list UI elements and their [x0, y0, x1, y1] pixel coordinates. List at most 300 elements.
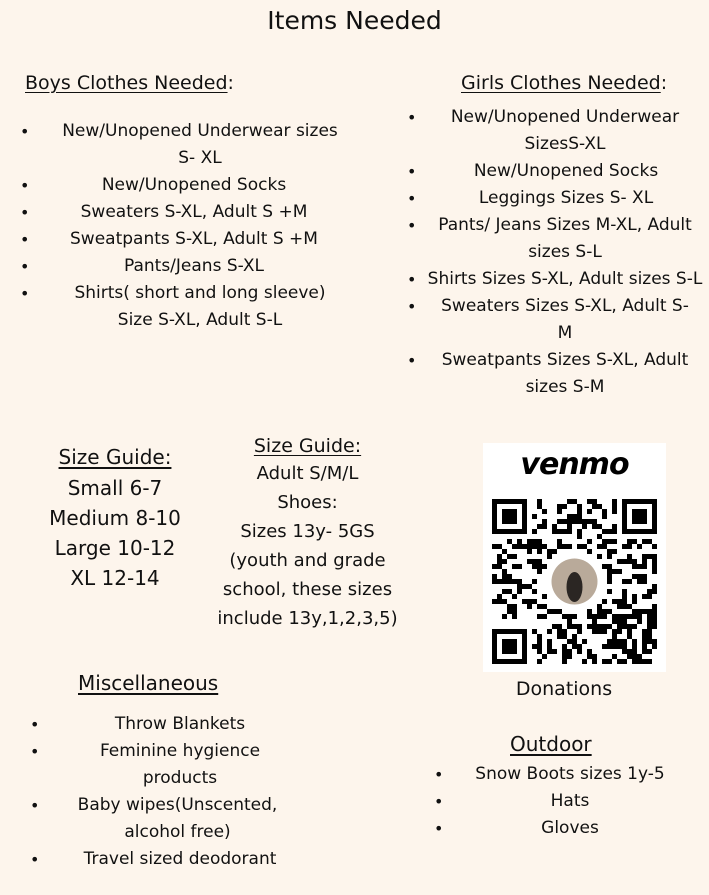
qr-module [502, 559, 507, 564]
qr-module [567, 624, 572, 629]
qr-module [502, 549, 507, 554]
qr-module [652, 624, 657, 629]
qr-code[interactable] [492, 499, 657, 664]
qr-module [572, 644, 577, 649]
qr-module [587, 519, 592, 524]
list-item: • Pants/Jeans S-XL [0, 253, 360, 280]
qr-module [582, 659, 587, 664]
qr-module [612, 614, 617, 619]
qr-module [532, 539, 537, 544]
qr-module [597, 504, 602, 509]
qr-module [502, 579, 507, 584]
qr-module [602, 644, 607, 649]
qr-module [547, 639, 552, 644]
qr-module [492, 544, 497, 549]
qr-module [592, 629, 597, 634]
qr-module [632, 564, 637, 569]
qr-module [622, 644, 627, 649]
qr-module [612, 529, 617, 534]
qr-module [652, 559, 657, 564]
qr-module [527, 549, 532, 554]
qr-module [592, 624, 597, 629]
qr-module [607, 549, 612, 554]
qr-module [532, 514, 537, 519]
qr-module [532, 644, 537, 649]
qr-module [562, 649, 567, 654]
qr-module [517, 539, 522, 544]
qr-module [607, 574, 612, 579]
list-item: • Travel sized deodorant [0, 846, 320, 873]
venmo-qr-card[interactable] [483, 443, 666, 672]
qr-module [632, 599, 637, 604]
qr-module [622, 624, 627, 629]
qr-module [607, 579, 612, 584]
qr-module [642, 649, 647, 654]
qr-module [567, 614, 572, 619]
qr-module [637, 659, 642, 664]
qr-module [557, 544, 562, 549]
qr-module [572, 614, 577, 619]
qr-module [512, 594, 517, 599]
qr-module [602, 659, 607, 664]
qr-module [617, 644, 622, 649]
qr-module [547, 549, 552, 554]
qr-module [547, 554, 552, 559]
qr-module [607, 529, 612, 534]
list-item: • Pants/ Jeans Sizes M-XL, Adult sizes S-L [405, 212, 705, 266]
size-guide-1-line: Medium 8-10 [49, 506, 181, 530]
qr-module [557, 509, 562, 514]
qr-module [572, 514, 577, 519]
qr-module [532, 544, 537, 549]
qr-module [617, 604, 622, 609]
qr-module [492, 599, 497, 604]
qr-module [532, 529, 537, 534]
qr-module [627, 554, 632, 559]
qr-module [492, 579, 497, 584]
list-item: • Sweaters S-XL, Adult S +M [0, 199, 360, 226]
qr-module [492, 574, 497, 579]
qr-module [642, 644, 647, 649]
qr-module [637, 654, 642, 659]
girls-heading-colon: : [660, 72, 668, 94]
qr-module [537, 569, 542, 574]
qr-module [617, 619, 622, 624]
list-item: • Throw Blankets [0, 711, 320, 738]
qr-module [542, 524, 547, 529]
qr-module [627, 624, 632, 629]
qr-finder-pattern [492, 499, 527, 534]
qr-module [512, 614, 517, 619]
qr-module [652, 554, 657, 559]
qr-module [602, 539, 607, 544]
list-item: • Hats [400, 788, 700, 815]
qr-module [632, 574, 637, 579]
size-guide-1-line: XL 12-14 [70, 566, 160, 590]
size-guide-1-line: Small 6-7 [67, 476, 163, 500]
qr-module [647, 629, 652, 634]
qr-module [647, 649, 652, 654]
qr-module [567, 519, 572, 524]
qr-module [607, 564, 612, 569]
list-item: • Shirts Sizes S-XL, Adult sizes S-L [405, 266, 705, 293]
qr-module [557, 629, 562, 634]
list-item: • New/Unopened Underwear SizesS-XL [405, 104, 705, 158]
qr-module [622, 579, 627, 584]
qr-module [577, 624, 582, 629]
qr-module [642, 594, 647, 599]
qr-module [577, 519, 582, 524]
qr-module [602, 614, 607, 619]
qr-module [637, 619, 642, 624]
qr-module [597, 624, 602, 629]
qr-module [582, 524, 587, 529]
qr-module [612, 524, 617, 529]
qr-module [627, 604, 632, 609]
qr-module [647, 634, 652, 639]
qr-module [602, 609, 607, 614]
qr-module [602, 629, 607, 634]
qr-module [592, 619, 597, 624]
girls-list [405, 104, 705, 401]
qr-module [512, 544, 517, 549]
qr-module [597, 534, 602, 539]
qr-module [532, 629, 537, 634]
qr-module [567, 529, 572, 534]
qr-module [587, 509, 592, 514]
qr-module [497, 599, 502, 604]
page-title: Items Needed [267, 6, 442, 35]
qr-module [627, 544, 632, 549]
qr-module [597, 544, 602, 549]
qr-module [647, 639, 652, 644]
qr-module [597, 609, 602, 614]
qr-module [627, 579, 632, 584]
qr-module [617, 624, 622, 629]
outdoor-heading-wrap [510, 732, 592, 756]
qr-module [617, 639, 622, 644]
qr-module [627, 654, 632, 659]
boys-list [0, 118, 360, 334]
qr-module [577, 534, 582, 539]
qr-module [632, 649, 637, 654]
qr-module [572, 624, 577, 629]
qr-module [617, 569, 622, 574]
qr-module [602, 564, 607, 569]
qr-module [602, 514, 607, 519]
qr-module [632, 614, 637, 619]
size-guide-2-line: (youth and grade [229, 550, 386, 571]
qr-module [612, 644, 617, 649]
qr-module [522, 599, 527, 604]
qr-module [567, 524, 572, 529]
size-guide-2-line: Sizes 13y- 5GS [240, 521, 375, 542]
qr-module [652, 544, 657, 549]
qr-module [537, 499, 542, 504]
size-guide-2-line: Adult S/M/L [256, 463, 359, 484]
qr-module [557, 634, 562, 639]
qr-module [632, 659, 637, 664]
qr-module [577, 649, 582, 654]
qr-module [582, 519, 587, 524]
qr-module [567, 499, 572, 504]
qr-module [607, 589, 612, 594]
qr-module [537, 564, 542, 569]
qr-module [632, 539, 637, 544]
qr-module [537, 659, 542, 664]
qr-module [587, 649, 592, 654]
qr-module [542, 614, 547, 619]
qr-module [577, 514, 582, 519]
qr-module [637, 609, 642, 614]
qr-module [627, 649, 632, 654]
qr-module [617, 559, 622, 564]
qr-module [537, 549, 542, 554]
qr-module [577, 509, 582, 514]
qr-module [562, 644, 567, 649]
qr-finder-pattern [622, 499, 657, 534]
qr-module [567, 514, 572, 519]
qr-module [632, 624, 637, 629]
qr-module [512, 554, 517, 559]
qr-module [617, 629, 622, 634]
qr-module [512, 604, 517, 609]
qr-module [587, 609, 592, 614]
qr-module [627, 539, 632, 544]
donations-caption: Donations [515, 678, 613, 700]
qr-module [537, 649, 542, 654]
list-item: • Sweatpants S-XL, Adult S +M [0, 226, 360, 253]
qr-module [607, 609, 612, 614]
qr-module [622, 544, 627, 549]
qr-module [567, 654, 572, 659]
qr-module [607, 659, 612, 664]
qr-module [642, 554, 647, 559]
qr-module [622, 649, 627, 654]
qr-module [562, 634, 567, 639]
qr-module [577, 544, 582, 549]
qr-module [627, 614, 632, 619]
qr-module [642, 639, 647, 644]
qr-module [592, 654, 597, 659]
list-item: • Feminine hygience products [0, 738, 320, 792]
qr-module [612, 634, 617, 639]
size-guide-2-line: include 13y,1,2,3,5) [217, 608, 398, 629]
qr-module [522, 544, 527, 549]
qr-module [532, 579, 537, 584]
qr-module [652, 564, 657, 569]
misc-list [0, 711, 320, 873]
qr-module [537, 544, 542, 549]
qr-module [532, 599, 537, 604]
qr-module [557, 519, 562, 524]
size-guide-1 [20, 445, 210, 593]
qr-module [532, 589, 537, 594]
qr-module [647, 554, 652, 559]
qr-module [622, 589, 627, 594]
qr-module [592, 499, 597, 504]
qr-module [617, 599, 622, 604]
qr-module [537, 644, 542, 649]
qr-module [602, 529, 607, 534]
qr-module [652, 609, 657, 614]
qr-module [507, 589, 512, 594]
list-item: • Sweatpants Sizes S-XL, Adult sizes S-M [405, 347, 705, 401]
qr-module [562, 659, 567, 664]
qr-module [632, 559, 637, 564]
qr-module [517, 564, 522, 569]
qr-module [612, 549, 617, 554]
list-item: • Shirts( short and long sleeve) Size S-XL, Adult S-L [0, 280, 360, 334]
qr-module [587, 499, 592, 504]
qr-module [612, 569, 617, 574]
qr-module [607, 539, 612, 544]
qr-module [612, 509, 617, 514]
qr-module [527, 559, 532, 564]
qr-module [612, 539, 617, 544]
qr-module [592, 659, 597, 664]
qr-module [492, 564, 497, 569]
size-guide-2-heading: Size Guide: [253, 435, 362, 457]
qr-module [607, 624, 612, 629]
qr-finder-pattern [492, 629, 527, 664]
qr-module [557, 529, 562, 534]
qr-module [537, 559, 542, 564]
qr-module [507, 604, 512, 609]
qr-module [552, 609, 557, 614]
qr-module [537, 539, 542, 544]
qr-module [542, 654, 547, 659]
qr-module [517, 589, 522, 594]
qr-module [552, 549, 557, 554]
qr-module [622, 619, 627, 624]
qr-module [587, 549, 592, 554]
qr-module [507, 609, 512, 614]
qr-module [497, 579, 502, 584]
qr-module [527, 599, 532, 604]
qr-module [607, 639, 612, 644]
qr-module [502, 569, 507, 574]
qr-module [592, 504, 597, 509]
qr-module [557, 539, 562, 544]
misc-heading-wrap [78, 671, 218, 695]
qr-module [622, 594, 627, 599]
qr-module [632, 594, 637, 599]
qr-module [647, 659, 652, 664]
qr-module [642, 574, 647, 579]
boys-heading: Boys Clothes Needed [25, 72, 228, 94]
qr-module [577, 629, 582, 634]
qr-module [637, 574, 642, 579]
size-guide-2 [205, 435, 410, 633]
qr-module [502, 599, 507, 604]
qr-module [532, 559, 537, 564]
qr-module [652, 639, 657, 644]
qr-module [537, 639, 542, 644]
qr-module [507, 579, 512, 584]
qr-module [567, 639, 572, 644]
qr-module [622, 599, 627, 604]
qr-module [527, 539, 532, 544]
size-guide-1-line: Large 10-12 [54, 536, 176, 560]
qr-module [497, 594, 502, 599]
qr-module [642, 539, 647, 544]
qr-module [582, 639, 587, 644]
qr-module [552, 624, 557, 629]
qr-module [507, 574, 512, 579]
qr-module [642, 609, 647, 614]
qr-module [527, 604, 532, 609]
list-item: • New/Unopened Socks [405, 158, 705, 185]
qr-module [542, 604, 547, 609]
qr-module [607, 569, 612, 574]
qr-module [587, 624, 592, 629]
qr-module [607, 644, 612, 649]
qr-module [547, 649, 552, 654]
qr-module [647, 539, 652, 544]
qr-module [537, 604, 542, 609]
qr-module [512, 564, 517, 569]
qr-module [647, 589, 652, 594]
qr-module [642, 659, 647, 664]
qr-module [632, 654, 637, 659]
qr-module [647, 619, 652, 624]
size-guide-2-line: school, these sizes [222, 579, 393, 600]
qr-module [617, 614, 622, 619]
qr-module [527, 584, 532, 589]
girls-heading-wrap [461, 72, 667, 94]
qr-module [572, 499, 577, 504]
qr-module [522, 584, 527, 589]
qr-module [637, 544, 642, 549]
qr-module [627, 634, 632, 639]
qr-module [537, 634, 542, 639]
qr-module [577, 644, 582, 649]
qr-module [567, 544, 572, 549]
qr-module [622, 614, 627, 619]
qr-module [612, 619, 617, 624]
qr-module [537, 504, 542, 509]
qr-module [637, 564, 642, 569]
qr-module [497, 554, 502, 559]
qr-module [537, 524, 542, 529]
list-item: • New/Unopened Underwear sizes S- XL [0, 118, 360, 172]
qr-module [652, 584, 657, 589]
boys-heading-wrap [25, 72, 234, 94]
qr-module [612, 654, 617, 659]
list-item: • Gloves [400, 815, 700, 842]
qr-module [557, 609, 562, 614]
qr-module [597, 604, 602, 609]
qr-module [562, 629, 567, 634]
qr-module [642, 634, 647, 639]
qr-module [552, 524, 557, 529]
qr-module [512, 609, 517, 614]
qr-module [497, 559, 502, 564]
list-item: • New/Unopened Socks [0, 172, 360, 199]
qr-module [592, 524, 597, 529]
qr-module [652, 644, 657, 649]
list-item: • Leggings Sizes S- XL [405, 185, 705, 212]
qr-module [542, 544, 547, 549]
qr-module [497, 544, 502, 549]
qr-module [597, 629, 602, 634]
qr-module [577, 529, 582, 534]
qr-module [542, 509, 547, 514]
qr-module [587, 539, 592, 544]
qr-module [632, 644, 637, 649]
qr-module [507, 539, 512, 544]
